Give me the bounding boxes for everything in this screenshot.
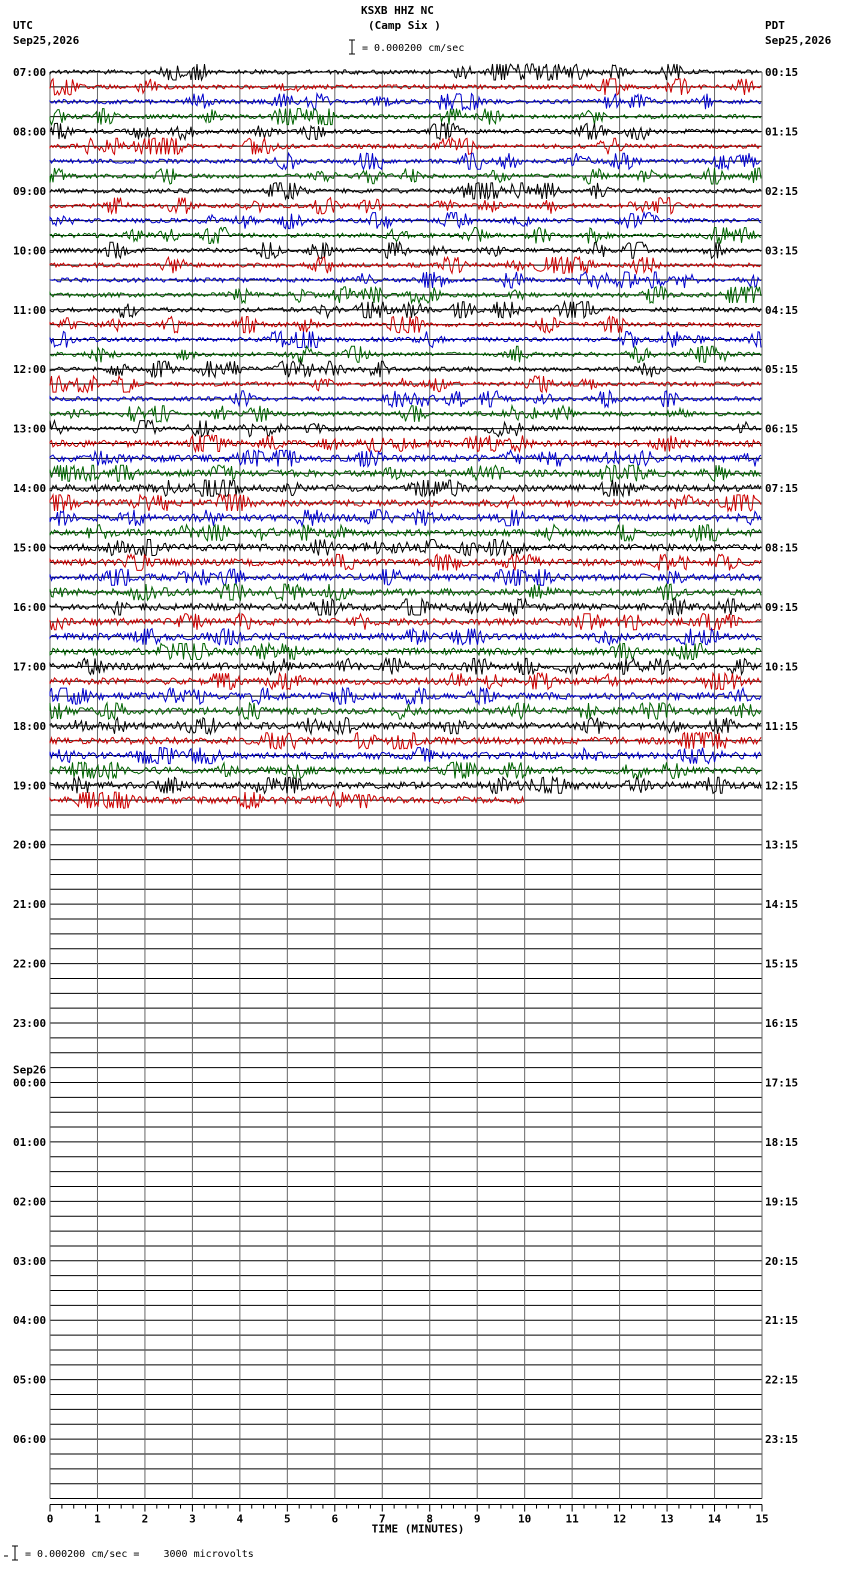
pdt-hour-label: 00:15 <box>765 66 799 79</box>
x-tick-label: 6 <box>331 1512 339 1526</box>
pdt-hour-label: 13:15 <box>765 838 799 852</box>
x-tick-label: 11 <box>565 1512 579 1526</box>
x-tick-label: 8 <box>426 1512 434 1526</box>
station-title: KSXB HHZ NC <box>361 4 434 17</box>
trace-row <box>50 332 761 348</box>
x-tick-label: 15 <box>755 1512 769 1526</box>
pdt-hour-label: 02:15 <box>765 184 799 198</box>
utc-hour-label: 22:00 <box>13 957 47 971</box>
utc-hour-label: 12:00 <box>13 363 47 377</box>
utc-hour-label: 10:00 <box>13 244 47 258</box>
utc-hour-label: 21:00 <box>13 898 47 912</box>
x-tick-label: 3 <box>189 1512 196 1526</box>
utc-hour-label: 23:00 <box>13 1017 47 1031</box>
pdt-hour-label: 19:15 <box>765 1195 799 1209</box>
pdt-hour-label: 18:15 <box>765 1135 799 1149</box>
utc-hour-label: 01:00 <box>13 1135 47 1149</box>
x-tick-label: 5 <box>284 1512 291 1526</box>
utc-hour-label: 03:00 <box>13 1254 47 1268</box>
scale-text: = 0.000200 cm/sec <box>362 43 465 54</box>
scale-bar-icon <box>349 40 355 54</box>
x-tick-label: 9 <box>473 1512 481 1526</box>
utc-hour-label: 18:00 <box>13 719 47 733</box>
utc-hour-label: 00:00 <box>13 1076 47 1090</box>
utc-hour-label: 04:00 <box>13 1314 47 1328</box>
pdt-hour-label: 14:15 <box>765 898 799 912</box>
left-date: Sep25,2026 <box>13 34 80 47</box>
utc-hour-label: 06:00 <box>13 1433 47 1447</box>
x-tick-label: 7 <box>378 1512 386 1526</box>
pdt-hour-label: 12:15 <box>765 779 799 793</box>
utc-hour-label: 20:00 <box>13 838 47 852</box>
pdt-hour-label: 05:15 <box>765 363 799 377</box>
utc-hour-label: 11:00 <box>13 303 47 317</box>
pdt-hour-label: 11:15 <box>765 719 799 733</box>
footer-scale-bar-icon <box>4 1546 18 1560</box>
x-tick-label: 14 <box>707 1512 722 1526</box>
utc-hour-label: 05:00 <box>13 1373 47 1387</box>
x-tick-label: 4 <box>236 1512 244 1526</box>
x-axis-label: TIME (MINUTES) <box>371 1522 465 1536</box>
pdt-hour-label: 03:15 <box>765 244 799 258</box>
pdt-hour-label: 08:15 <box>765 541 799 555</box>
pdt-hour-label: 01:15 <box>765 125 799 139</box>
right-timezone: PDT <box>765 19 785 32</box>
utc-hour-label: 15:00 <box>13 541 47 555</box>
pdt-hour-label: 22:15 <box>765 1373 799 1387</box>
utc-hour-label: 07:00 <box>13 66 47 79</box>
pdt-hour-label: 17:15 <box>765 1076 799 1090</box>
x-tick-label: 10 <box>518 1512 532 1526</box>
utc-hour-label: 13:00 <box>13 422 47 436</box>
trace-row <box>50 183 761 199</box>
pdt-hour-label: 06:15 <box>765 422 799 436</box>
pdt-hour-label: 09:15 <box>765 600 799 614</box>
x-tick-label: 13 <box>660 1512 674 1526</box>
pdt-hour-label: 10:15 <box>765 660 799 674</box>
pdt-hour-label: 15:15 <box>765 957 799 971</box>
left-timezone: UTC <box>13 19 33 32</box>
utc-date-change-label: Sep26 <box>13 1063 47 1077</box>
utc-hour-label: 14:00 <box>13 482 47 496</box>
utc-hour-label: 16:00 <box>13 600 47 614</box>
location-subtitle: (Camp Six ) <box>368 19 441 32</box>
x-tick-label: 12 <box>612 1512 627 1526</box>
x-tick-label: 0 <box>46 1512 54 1526</box>
footer-scale-text: = 0.000200 cm/sec = 3000 microvolts <box>25 1549 254 1560</box>
utc-hour-label: 19:00 <box>13 779 47 793</box>
x-tick-label: 1 <box>94 1512 101 1526</box>
utc-hour-label: 02:00 <box>13 1195 47 1209</box>
utc-hour-label: 08:00 <box>13 125 47 139</box>
trace-row <box>50 688 761 704</box>
pdt-hour-label: 20:15 <box>765 1254 799 1268</box>
pdt-hour-label: 23:15 <box>765 1433 799 1447</box>
utc-hour-label: 09:00 <box>13 184 47 198</box>
pdt-hour-label: 04:15 <box>765 303 799 317</box>
x-tick-label: 2 <box>141 1512 149 1526</box>
right-date: Sep25,2026 <box>765 34 832 47</box>
pdt-hour-label: 16:15 <box>765 1017 799 1031</box>
pdt-hour-label: 07:15 <box>765 482 799 496</box>
time-axis <box>47 1505 769 1536</box>
pdt-hour-label: 21:15 <box>765 1314 799 1328</box>
utc-hour-label: 17:00 <box>13 660 47 674</box>
